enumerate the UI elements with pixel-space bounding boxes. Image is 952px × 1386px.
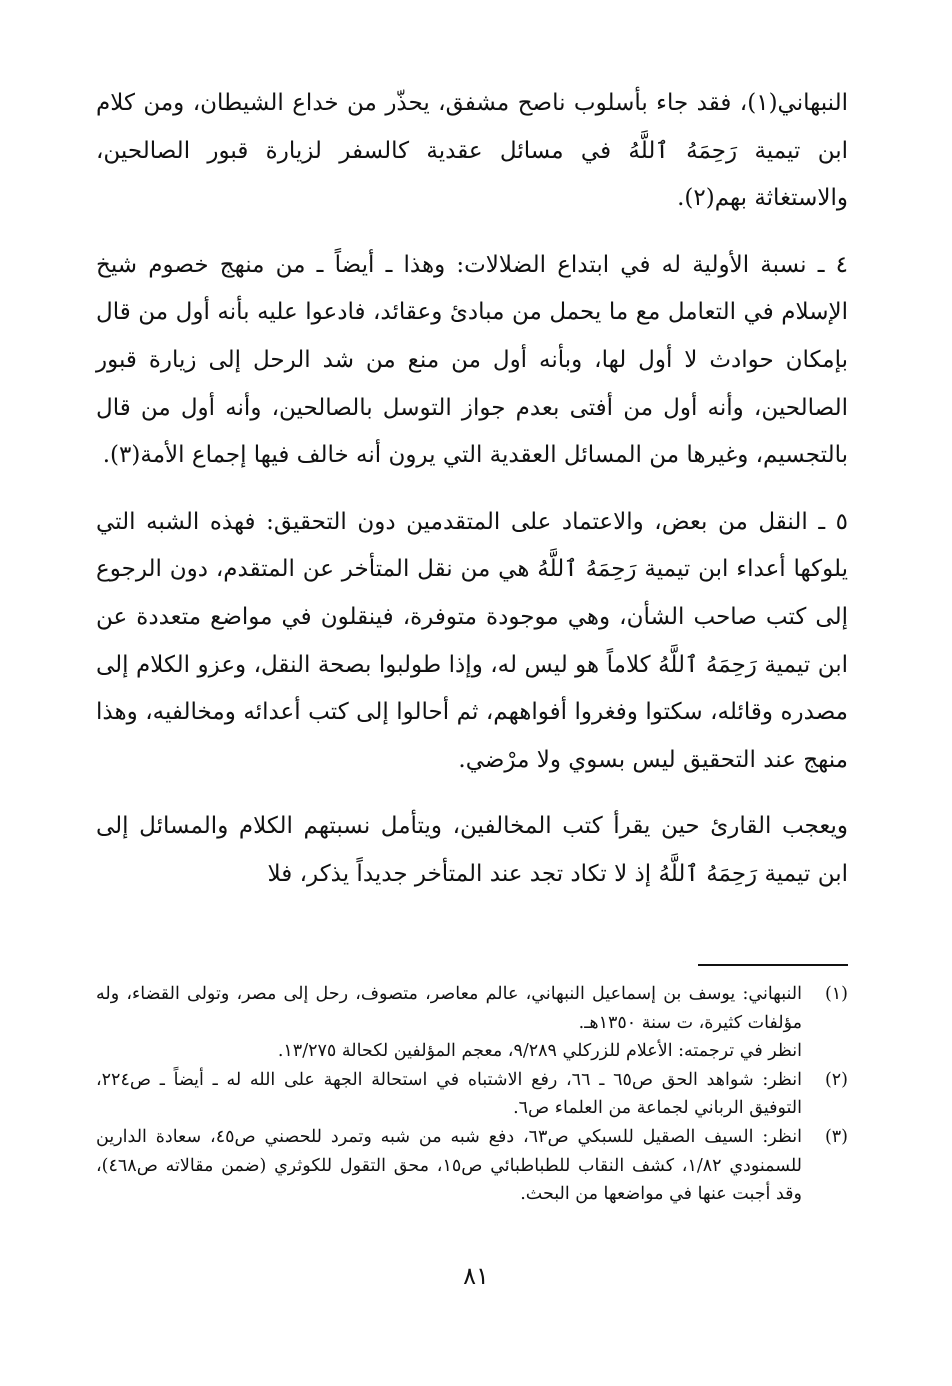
footnote-3 bbox=[96, 1123, 848, 1209]
footnote-separator bbox=[698, 964, 848, 966]
page-number: ٨١ bbox=[463, 1262, 489, 1290]
footnote-number: (١) bbox=[824, 984, 848, 1004]
main-text bbox=[96, 80, 848, 899]
paragraph-3: ٥ ـ النقل من بعض، والاعتماد على المتقدمين دون التحقيق: فهذه الشبه التي يلوكها أعداء ابن تيمية رَحِمَهُ ٱللَّهُ هي من نقل المتأخر عن المتقدم، دون الرجوع إلى كتب صاحب الشأن، وهي موجودة متوفرة، فينقلون في مواضع متعددة عن ابن تيمية رَحِمَهُ ٱللَّهُ كلاماً هو ليس له، وإذا طولبوا بصحة النقل، وعزو الكلام إلى مصدره وقائله، سكتوا وفغروا أفواههم، ثم أحالوا إلى كتب أعدائه ومخالفيه، وهذا منهج عند التحقيق ليس بسوي ولا مرْضي. bbox=[96, 508, 848, 773]
footnote-text bbox=[96, 980, 802, 1066]
footnote-line: انظر: شواهد الحق ص٦٥ ـ ٦٦، رفع الاشتباه في استحالة الجهة على الله له ـ أيضاً ـ ص٢٢٤، التوفيق الرباني لجماعة من العلماء ص٦. bbox=[96, 1069, 802, 1119]
footnote-text bbox=[96, 1123, 802, 1209]
footnote-1 bbox=[96, 980, 848, 1066]
footnotes bbox=[96, 980, 848, 1209]
paragraph-1: النبهاني(١)، فقد جاء بأسلوب ناصح مشفق، يحذّر من خداع الشيطان، ومن كلام ابن تيمية رَحِمَهُ ٱللَّهُ في مسائل عقدية كالسفر لزيارة قبور الصالحين، والاستغاثة بهم(٢). bbox=[96, 90, 848, 212]
paragraph-4: ويعجب القارئ حين يقرأ كتب المخالفين، ويتأمل نسبتهم الكلام والمسائل إلى ابن تيمية رَحِمَهُ ٱللَّهُ إذ لا تكاد تجد عند المتأخر جديداً يذكر، فلا bbox=[96, 813, 848, 887]
footnote-number: (٢) bbox=[824, 1069, 848, 1090]
footnote-2 bbox=[96, 1066, 848, 1123]
footnote-line: انظر في ترجمته: الأعلام للزركلي ٩/٢٨٩، معجم المؤلفين لكحالة ١٣/٢٧٥. bbox=[277, 1041, 802, 1062]
footnote-line: انظر: السيف الصقيل للسبكي ص٦٣، دفع شبه من شبه وتمرد للحصني ص٤٥، سعادة الدارين للسمنودي ١/٨٢، كشف النقاب للطباطبائي ص١٥، محق التقول للكوثري (ضمن مقالاته ص٤٦٨)، وقد أجبت عنها في مواضعها من البحث. bbox=[96, 1126, 803, 1205]
footnote-line: النبهاني: يوسف بن إسماعيل النبهاني، عالم معاصر، متصوف، رحل إلى مصر، وتولى القضاء، وله مؤلفات كثيرة، ت سنة ١٣٥٠هـ. bbox=[96, 984, 802, 1033]
footnote-text bbox=[96, 1066, 802, 1123]
paragraph-2: ٤ ـ نسبة الأولية له في ابتداع الضلالات: وهذا ـ أيضاً ـ من منهج خصوم شيخ الإسلام في التعامل مع ما يحمل من مبادئ وعقائد، فادعوا عليه بأنه أول من قال بإمكان حوادث لا أول لها، وبأنه أول من منع من شد الرحل إلى زيارة قبور الصالحين، وأنه أول من أفتى بعدم جواز التوسل بالصالحين، وأنه أول من قال بالتجسيم، وغيرها من المسائل العقدية التي يرون أنه خالف فيها إجماع الأمة(٣). bbox=[96, 251, 848, 469]
footnote-number: (٣) bbox=[824, 1126, 848, 1147]
